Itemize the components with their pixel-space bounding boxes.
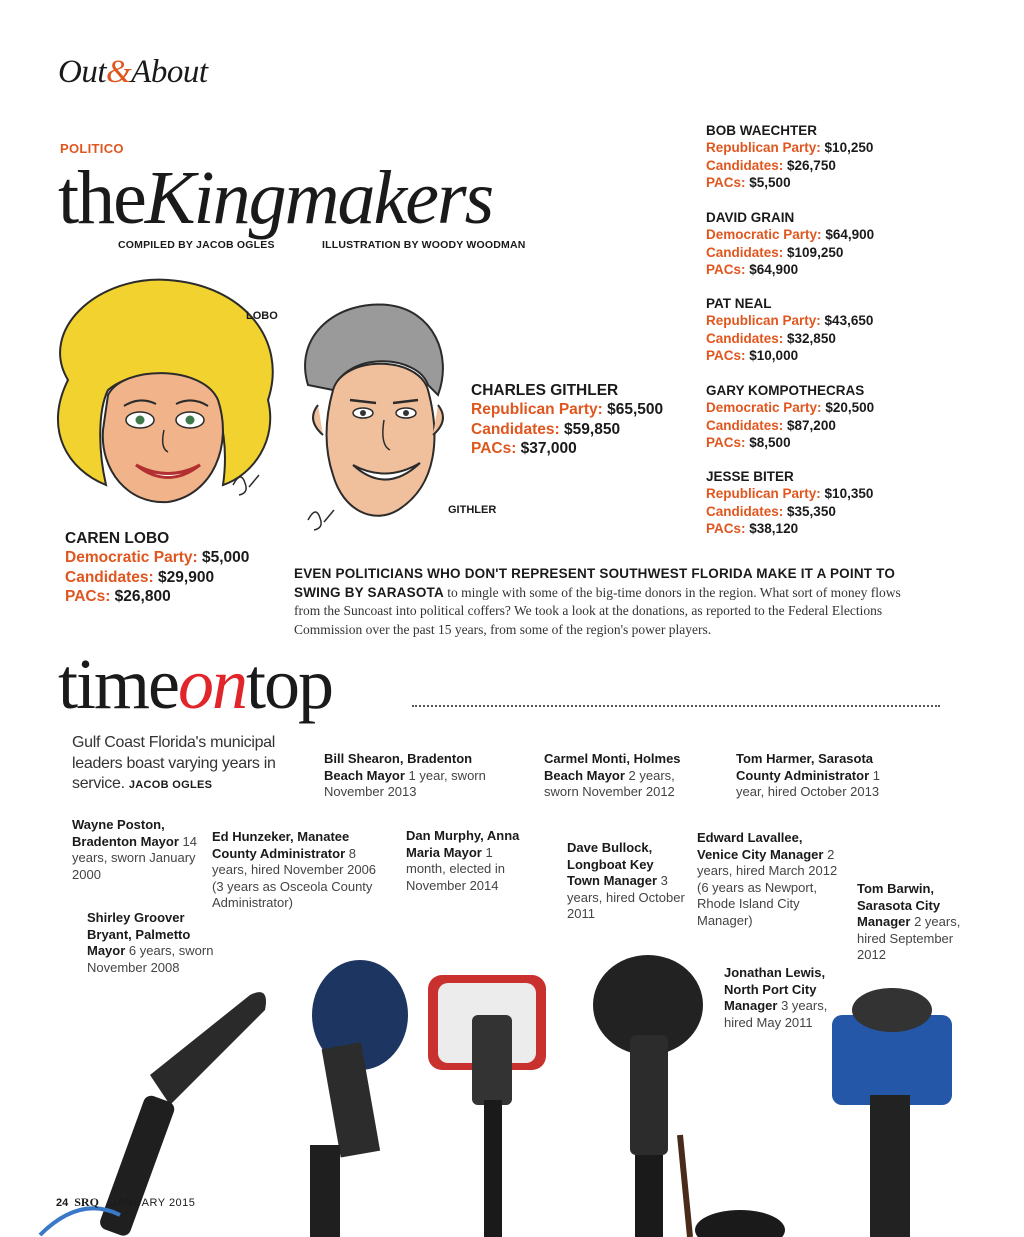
pacs-label: PACs: [706,520,746,536]
candidates-value: $59,850 [564,420,621,438]
candidates-value: $87,200 [787,417,836,433]
pacs-value: $64,900 [749,261,799,277]
donor-name: BOB WAECHTER [706,123,817,138]
donor-waechter [706,122,873,191]
intro-lead: EVEN POLITICIANS WHO DON'T REPRESENT SOUTHWEST FLORIDA MAKE IT A POINT TO SWING BY SARASOTA [294,566,896,600]
dotted-rule [412,705,940,707]
party-label: Democratic Party: [706,227,822,243]
page-footer [56,1195,195,1210]
candidates-label: Candidates: [706,157,784,173]
candidates-label: Candidates: [706,417,784,433]
candidates-label: Candidates: [65,568,154,586]
party-label: Democratic Party: [706,400,822,416]
donor-featured-githler [471,381,663,458]
candidates-value: $26,750 [787,157,836,173]
candidates-value: $32,850 [787,330,836,346]
pacs-value: $5,500 [749,174,791,190]
issue-date: JANUARY 2015 [110,1197,196,1209]
donor-kompothecras [706,382,874,451]
pacs-label: PACs: [706,174,746,190]
kicker: POLITICO [60,141,124,156]
illustration-byline: ILLUSTRATION BY WOODY WOODMAN [322,239,526,251]
pacs-value: $37,000 [520,439,577,457]
donor-name: GARY KOMPOTHECRAS [706,383,865,398]
party-label: Republican Party: [706,140,821,156]
deck-byline: JACOB OGLES [128,779,213,791]
magazine-name: SRQ [74,1195,99,1209]
party-value: $10,350 [824,486,874,502]
pacs-label: PACs: [706,261,746,277]
leader-item: Bill Shearon, Bradenton Beach Mayor 1 year, sworn November 2013 [324,751,486,799]
leader-item: Carmel Monti, Holmes Beach Mayor 2 years, sworn November 2012 [544,751,681,799]
party-value: $64,900 [825,227,875,243]
pacs-value: $10,000 [749,347,799,363]
leader-item: Edward Lavallee, Venice City Manager 2 years, hired March 2012 (6 years as Newport, Rhode Island City Manager) [697,830,838,928]
party-label: Republican Party: [706,486,821,502]
pacs-label: PACs: [471,439,517,457]
leader-item: Dave Bullock, Longboat Key Town Manager 3 years, hired October 2011 [567,840,685,921]
candidates-value: $35,350 [787,503,836,519]
candidates-label: Candidates: [706,330,784,346]
pacs-value: $38,120 [749,520,799,536]
pacs-value: $26,800 [114,587,171,605]
party-value: $10,250 [824,140,874,156]
intro-body: to mingle with some of the big-time donors in the region. What sort of money flows from the Suncoast into political coffers? We took a look at the donations, as reported to the Federal Elections Commission over the past 15 years, from some of the region's power players. [294,584,901,637]
leader-item: Tom Barwin, Sarasota City Manager 2 years, hired September 2012 [857,881,961,962]
candidates-value: $109,250 [787,244,844,260]
donor-name: PAT NEAL [706,296,772,311]
candidates-value: $29,900 [158,568,215,586]
section-title: timeontop [58,644,332,724]
lobo-caption: LOBO [246,310,278,322]
pacs-label: PACs: [706,347,746,363]
candidates-label: Candidates: [706,244,784,260]
party-value: $43,650 [824,313,874,329]
lobo-caricature [28,270,288,520]
leader-item: Shirley Groover Bryant, Palmetto Mayor 6 years, sworn November 2008 [87,910,214,975]
page-number: 24 [56,1197,69,1209]
pacs-label: PACs: [65,587,111,605]
section-deck: Gulf Coast Florida's municipal leaders boast varying years in service. JACOB OGLES [72,734,276,792]
donor-biter [706,468,873,537]
candidates-label: Candidates: [471,420,560,438]
leader-item: Ed Hunzeker, Manatee County Administrator 8 years, hired November 2006 (3 years as Osceola County Administrator) [212,829,377,910]
donor-neal [706,295,873,364]
party-label: Democratic Party: [65,549,198,567]
leader-item: Wayne Poston, Bradenton Mayor 14 years, sworn January 2000 [72,817,197,882]
compiled-byline: COMPILED BY JACOB OGLES [118,239,275,251]
intro-paragraph [294,565,919,639]
leader-item: Tom Harmer, Sarasota County Administrator 1 year, hired October 2013 [736,751,880,799]
page-title: theKingmakers [58,156,493,240]
githler-caption: GITHLER [448,504,497,516]
donor-featured-lobo [65,529,249,606]
donor-name: JESSE BITER [706,469,794,484]
donor-grain [706,209,874,278]
pacs-value: $8,500 [749,434,791,450]
leader-item: Dan Murphy, Anna Maria Mayor 1 month, elected in November 2014 [406,828,520,893]
party-value: $5,000 [201,549,250,567]
githler-caricature [288,295,458,535]
donor-name: CAREN LOBO [65,530,170,547]
party-label: Republican Party: [471,401,603,419]
leader-item: Jonathan Lewis, North Port City Manager 3 years, hired May 2011 [724,965,828,1030]
party-value: $20,500 [825,400,875,416]
pacs-label: PACs: [706,434,746,450]
donor-name: CHARLES GITHLER [471,382,619,399]
candidates-label: Candidates: [706,503,784,519]
section-label: Out&About [58,54,208,90]
party-value: $65,500 [607,401,664,419]
party-label: Republican Party: [706,313,821,329]
donor-name: DAVID GRAIN [706,210,795,225]
